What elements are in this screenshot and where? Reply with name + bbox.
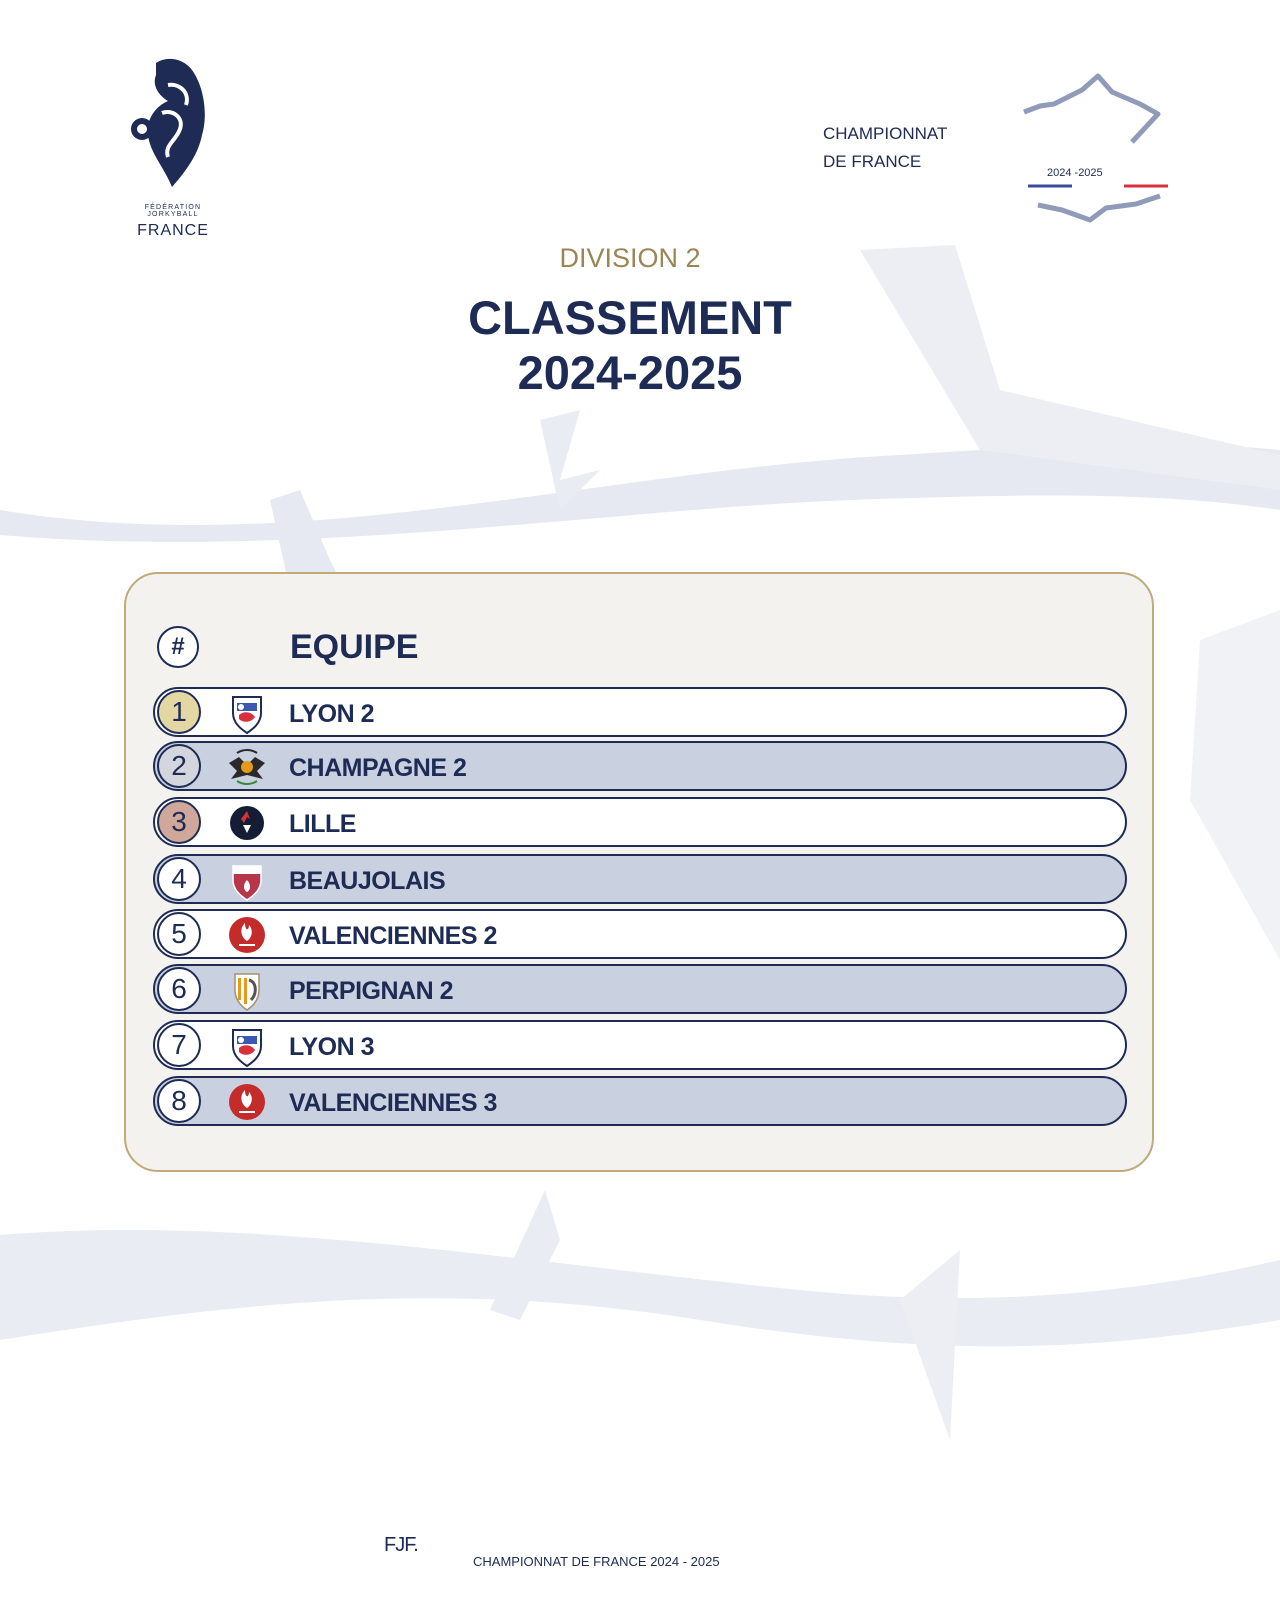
map-season: 2024 -2025 — [1047, 167, 1103, 179]
rank-badge: 4 — [157, 857, 201, 901]
footer-championship: CHAMPIONNAT DE FRANCE 2024 - 2025 — [473, 1554, 720, 1569]
federation-line: FÉDÉRATION JORKYBALL — [144, 204, 202, 218]
footer-brand: FJF. — [384, 1534, 418, 1556]
table-row — [153, 687, 1127, 737]
team-name: LYON 3 — [289, 1033, 375, 1061]
division-label: DIVISION 2 — [559, 243, 701, 273]
team-name: LILLE — [289, 810, 356, 838]
valenciennes-badge-icon — [225, 1080, 269, 1124]
rank-badge: 1 — [157, 690, 201, 734]
championship-line-1: CHAMPIONNAT — [823, 124, 948, 143]
table-row — [153, 1020, 1127, 1070]
france-map-logo — [1020, 70, 1200, 230]
table-row — [153, 741, 1127, 791]
rank-badge: 3 — [157, 800, 201, 844]
rank-badge: 8 — [157, 1079, 201, 1123]
title-line-2: 2024-2025 — [517, 346, 743, 399]
perpignan-badge-icon — [225, 968, 269, 1012]
rank-header: # — [157, 626, 199, 668]
rank-badge: 6 — [157, 967, 201, 1011]
lyon-badge-icon — [225, 1024, 269, 1068]
rooster-icon — [128, 55, 218, 190]
team-name: BEAUJOLAIS — [289, 867, 446, 895]
lille-badge-icon — [225, 801, 269, 845]
championship-line-2: DE FRANCE — [823, 152, 922, 171]
team-name: CHAMPAGNE 2 — [289, 754, 467, 782]
beaujolais-badge-icon — [225, 858, 269, 902]
valenciennes-badge-icon — [225, 913, 269, 957]
team-header: EQUIPE — [290, 628, 419, 666]
team-name: PERPIGNAN 2 — [289, 977, 453, 1005]
rank-badge: 7 — [157, 1023, 201, 1067]
team-name: VALENCIENNES 2 — [289, 922, 497, 950]
table-row — [153, 1076, 1127, 1126]
title-line-1: CLASSEMENT — [468, 291, 792, 344]
table-row — [153, 964, 1127, 1014]
championship-label — [823, 120, 947, 176]
federation-logo — [118, 55, 228, 240]
champagne-badge-icon — [225, 745, 269, 789]
rank-badge: 2 — [157, 744, 201, 788]
ranking-panel — [124, 572, 1154, 1172]
rank-badge: 5 — [157, 912, 201, 956]
table-row — [153, 797, 1127, 847]
table-row — [153, 854, 1127, 904]
team-name: VALENCIENNES 3 — [289, 1089, 497, 1117]
lyon-badge-icon — [225, 691, 269, 735]
team-name: LYON 2 — [289, 700, 375, 728]
table-row — [153, 909, 1127, 959]
federation-country: FRANCE — [137, 222, 209, 239]
page-title — [0, 290, 1260, 400]
